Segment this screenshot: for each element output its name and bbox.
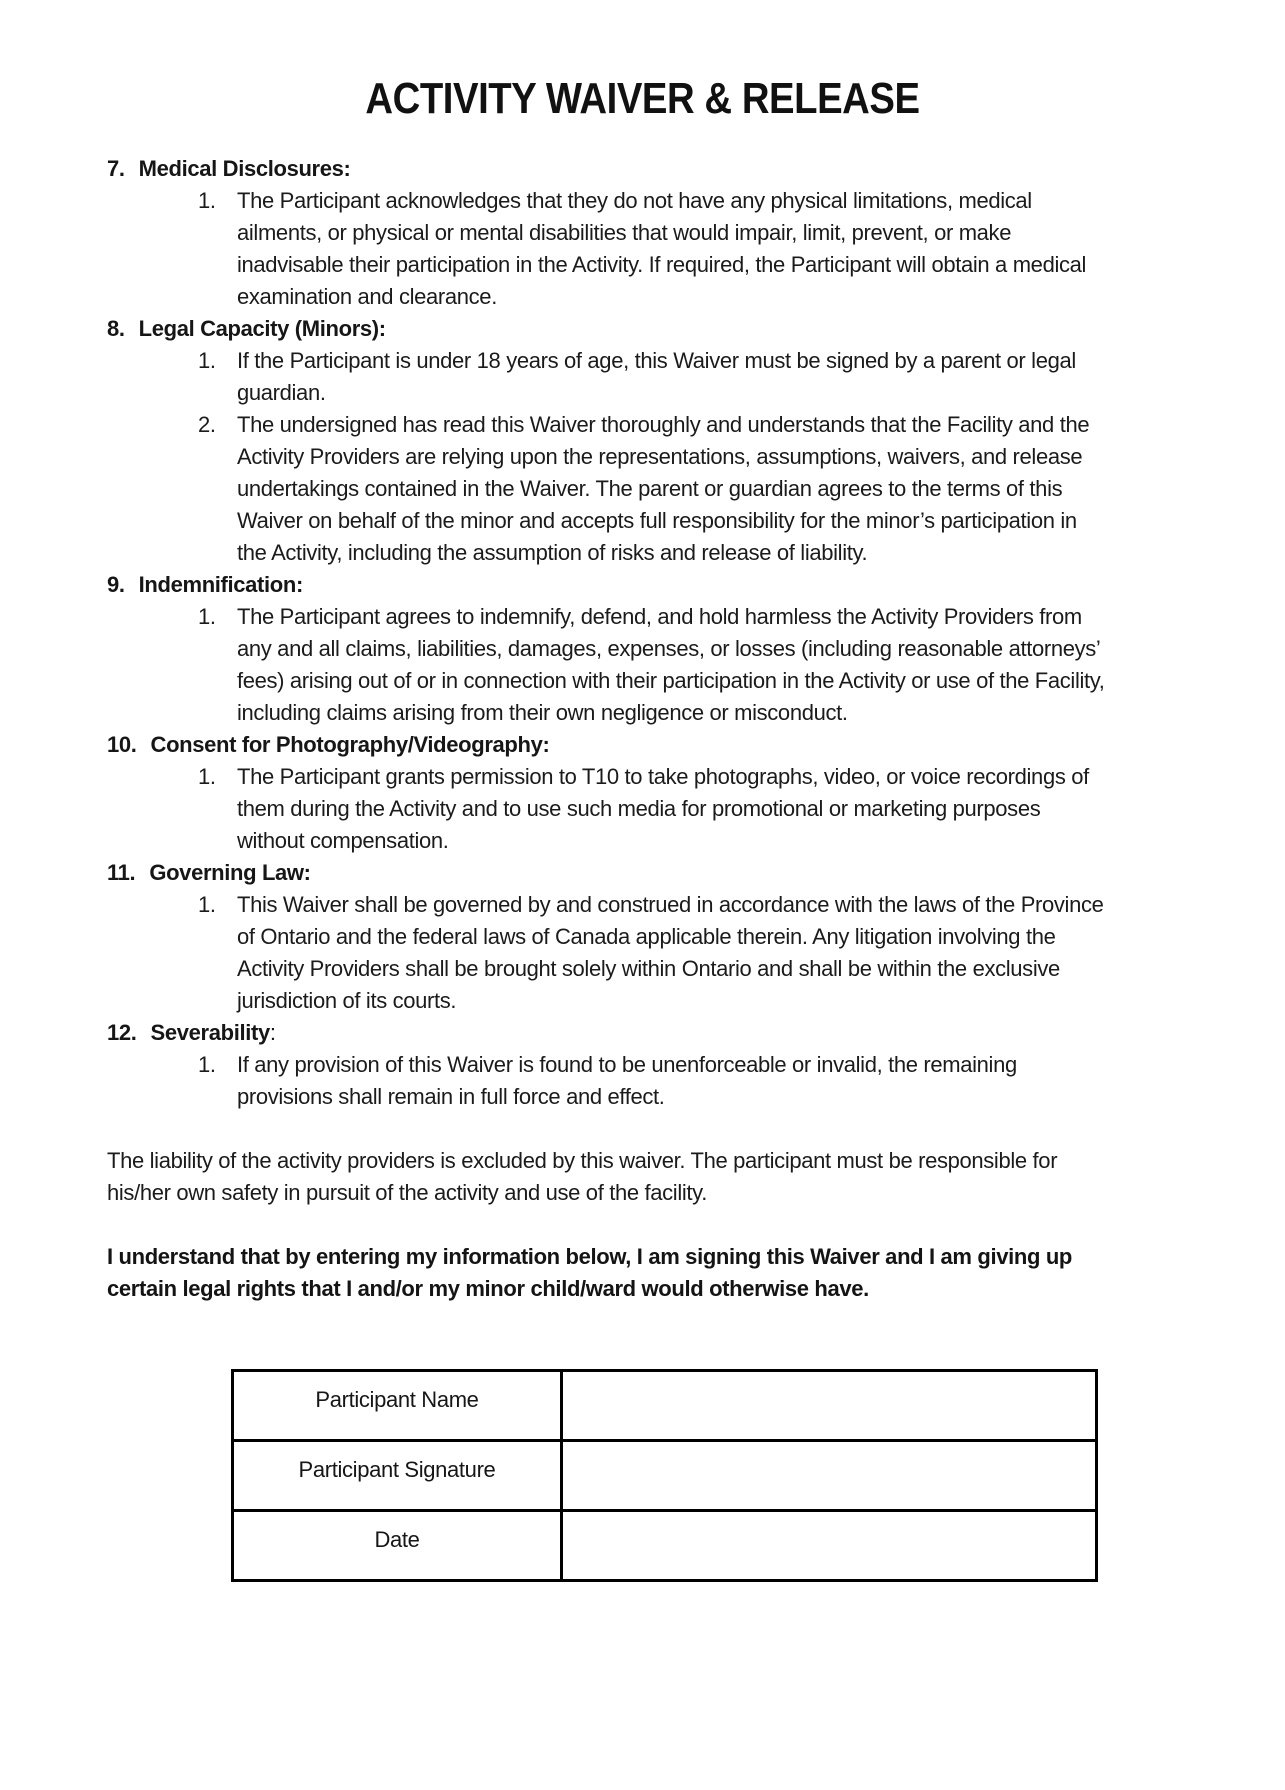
liability-exclusion-paragraph: The liability of the activity providers is excluded by this waiver. The participant must be responsible for his/her own safety in pursuit of the activity and use of the facility. bbox=[107, 1148, 1058, 1206]
list-item-text: The Participant grants permission to T10 to take photographs, video, or voice recordings of them during the Activity and to use such media for promotional or marketing purposes without compensation. bbox=[237, 764, 1089, 854]
list-item bbox=[198, 1049, 1107, 1113]
table-row-participant-signature bbox=[233, 1441, 1097, 1511]
list-item-text: This Waiver shall be governed by and construed in accordance with the laws of the Province of Ontario and the federal laws of Canada applicable therein. Any litigation involving the Activity Providers shall be brought solely within Ontario and shall be within the exclusive jurisdiction of its courts. bbox=[237, 892, 1104, 1014]
list-item-text: The Participant agrees to indemnify, defend, and hold harmless the Activity Providers from any and all claims, liabilities, damages, expenses, or losses (including reasonable attorneys’ fees) arising out of or in connection with their participation in the Activity or use of the Facility, including claims arising from their own negligence or misconduct. bbox=[237, 604, 1105, 726]
list-item bbox=[198, 409, 1107, 569]
table-row-participant-name bbox=[233, 1371, 1097, 1441]
section-legal-capacity-minors bbox=[107, 313, 1107, 569]
section-severability bbox=[107, 1017, 1107, 1113]
list-item-number: 1. bbox=[198, 764, 216, 790]
section-indemnification bbox=[107, 569, 1107, 729]
list-item bbox=[198, 601, 1107, 729]
acknowledgement-paragraph: I understand that by entering my information below, I am signing this Waiver and I am giving up certain legal rights that I and/or my minor child/ward would otherwise have. bbox=[107, 1244, 1073, 1302]
section-number: 10. bbox=[107, 732, 137, 758]
section-title: Severability: bbox=[150, 1020, 276, 1046]
document-title: ACTIVITY WAIVER & RELEASE bbox=[365, 74, 920, 123]
list-item-number: 2. bbox=[198, 412, 216, 438]
section-number: 8. bbox=[107, 316, 125, 342]
document-body bbox=[107, 153, 1107, 1582]
section-number: 9. bbox=[107, 572, 125, 598]
signature-table bbox=[231, 1369, 1098, 1582]
section-title: Indemnification: bbox=[138, 572, 303, 598]
waiver-page bbox=[0, 74, 1285, 1582]
date-input-cell[interactable] bbox=[562, 1511, 1097, 1581]
section-number: 12. bbox=[107, 1020, 137, 1046]
section-title: Medical Disclosures: bbox=[138, 156, 351, 182]
participant-name-label: Participant Name bbox=[233, 1371, 562, 1441]
section-medical-disclosures bbox=[107, 153, 1107, 313]
list-item-number: 1. bbox=[198, 892, 216, 918]
list-item-number: 1. bbox=[198, 188, 216, 214]
date-label: Date bbox=[233, 1511, 562, 1581]
list-item bbox=[198, 761, 1107, 857]
participant-name-input-cell[interactable] bbox=[562, 1371, 1097, 1441]
section-title: Governing Law: bbox=[149, 860, 311, 886]
list-item bbox=[198, 889, 1107, 1017]
list-item bbox=[198, 185, 1107, 313]
list-item-text: If the Participant is under 18 years of age, this Waiver must be signed by a parent or legal guardian. bbox=[237, 348, 1076, 406]
section-number: 11. bbox=[107, 860, 136, 886]
list-item-text: The Participant acknowledges that they do not have any physical limitations, medical ailments, or physical or mental disabilities that would impair, limit, prevent, or make inadvisable their participation in the Activity. If required, the Participant will obtain a medical examination and clearance. bbox=[237, 188, 1087, 310]
list-item-text: The undersigned has read this Waiver thoroughly and understands that the Facility and the Activity Providers are relying upon the representations, assumptions, waivers, and release undertakings contained in the Waiver. The parent or guardian agrees to the terms of this Waiver on behalf of the minor and accepts full responsibility for the minor’s participation in the Activity, including the assumption of risks and release of liability. bbox=[237, 412, 1090, 566]
section-title: Consent for Photography/Videography: bbox=[150, 732, 550, 758]
section-title: Legal Capacity (Minors): bbox=[138, 316, 386, 342]
list-item-text: If any provision of this Waiver is found to be unenforceable or invalid, the remaining provisions shall remain in full force and effect. bbox=[237, 1052, 1017, 1110]
list-item-number: 1. bbox=[198, 604, 216, 630]
section-governing-law bbox=[107, 857, 1107, 1017]
list-item bbox=[198, 345, 1107, 409]
section-number: 7. bbox=[107, 156, 125, 182]
participant-signature-input-cell[interactable] bbox=[562, 1441, 1097, 1511]
table-row-date bbox=[233, 1511, 1097, 1581]
section-consent-photography-videography bbox=[107, 729, 1107, 857]
list-item-number: 1. bbox=[198, 1052, 216, 1078]
participant-signature-label: Participant Signature bbox=[233, 1441, 562, 1511]
list-item-number: 1. bbox=[198, 348, 216, 374]
